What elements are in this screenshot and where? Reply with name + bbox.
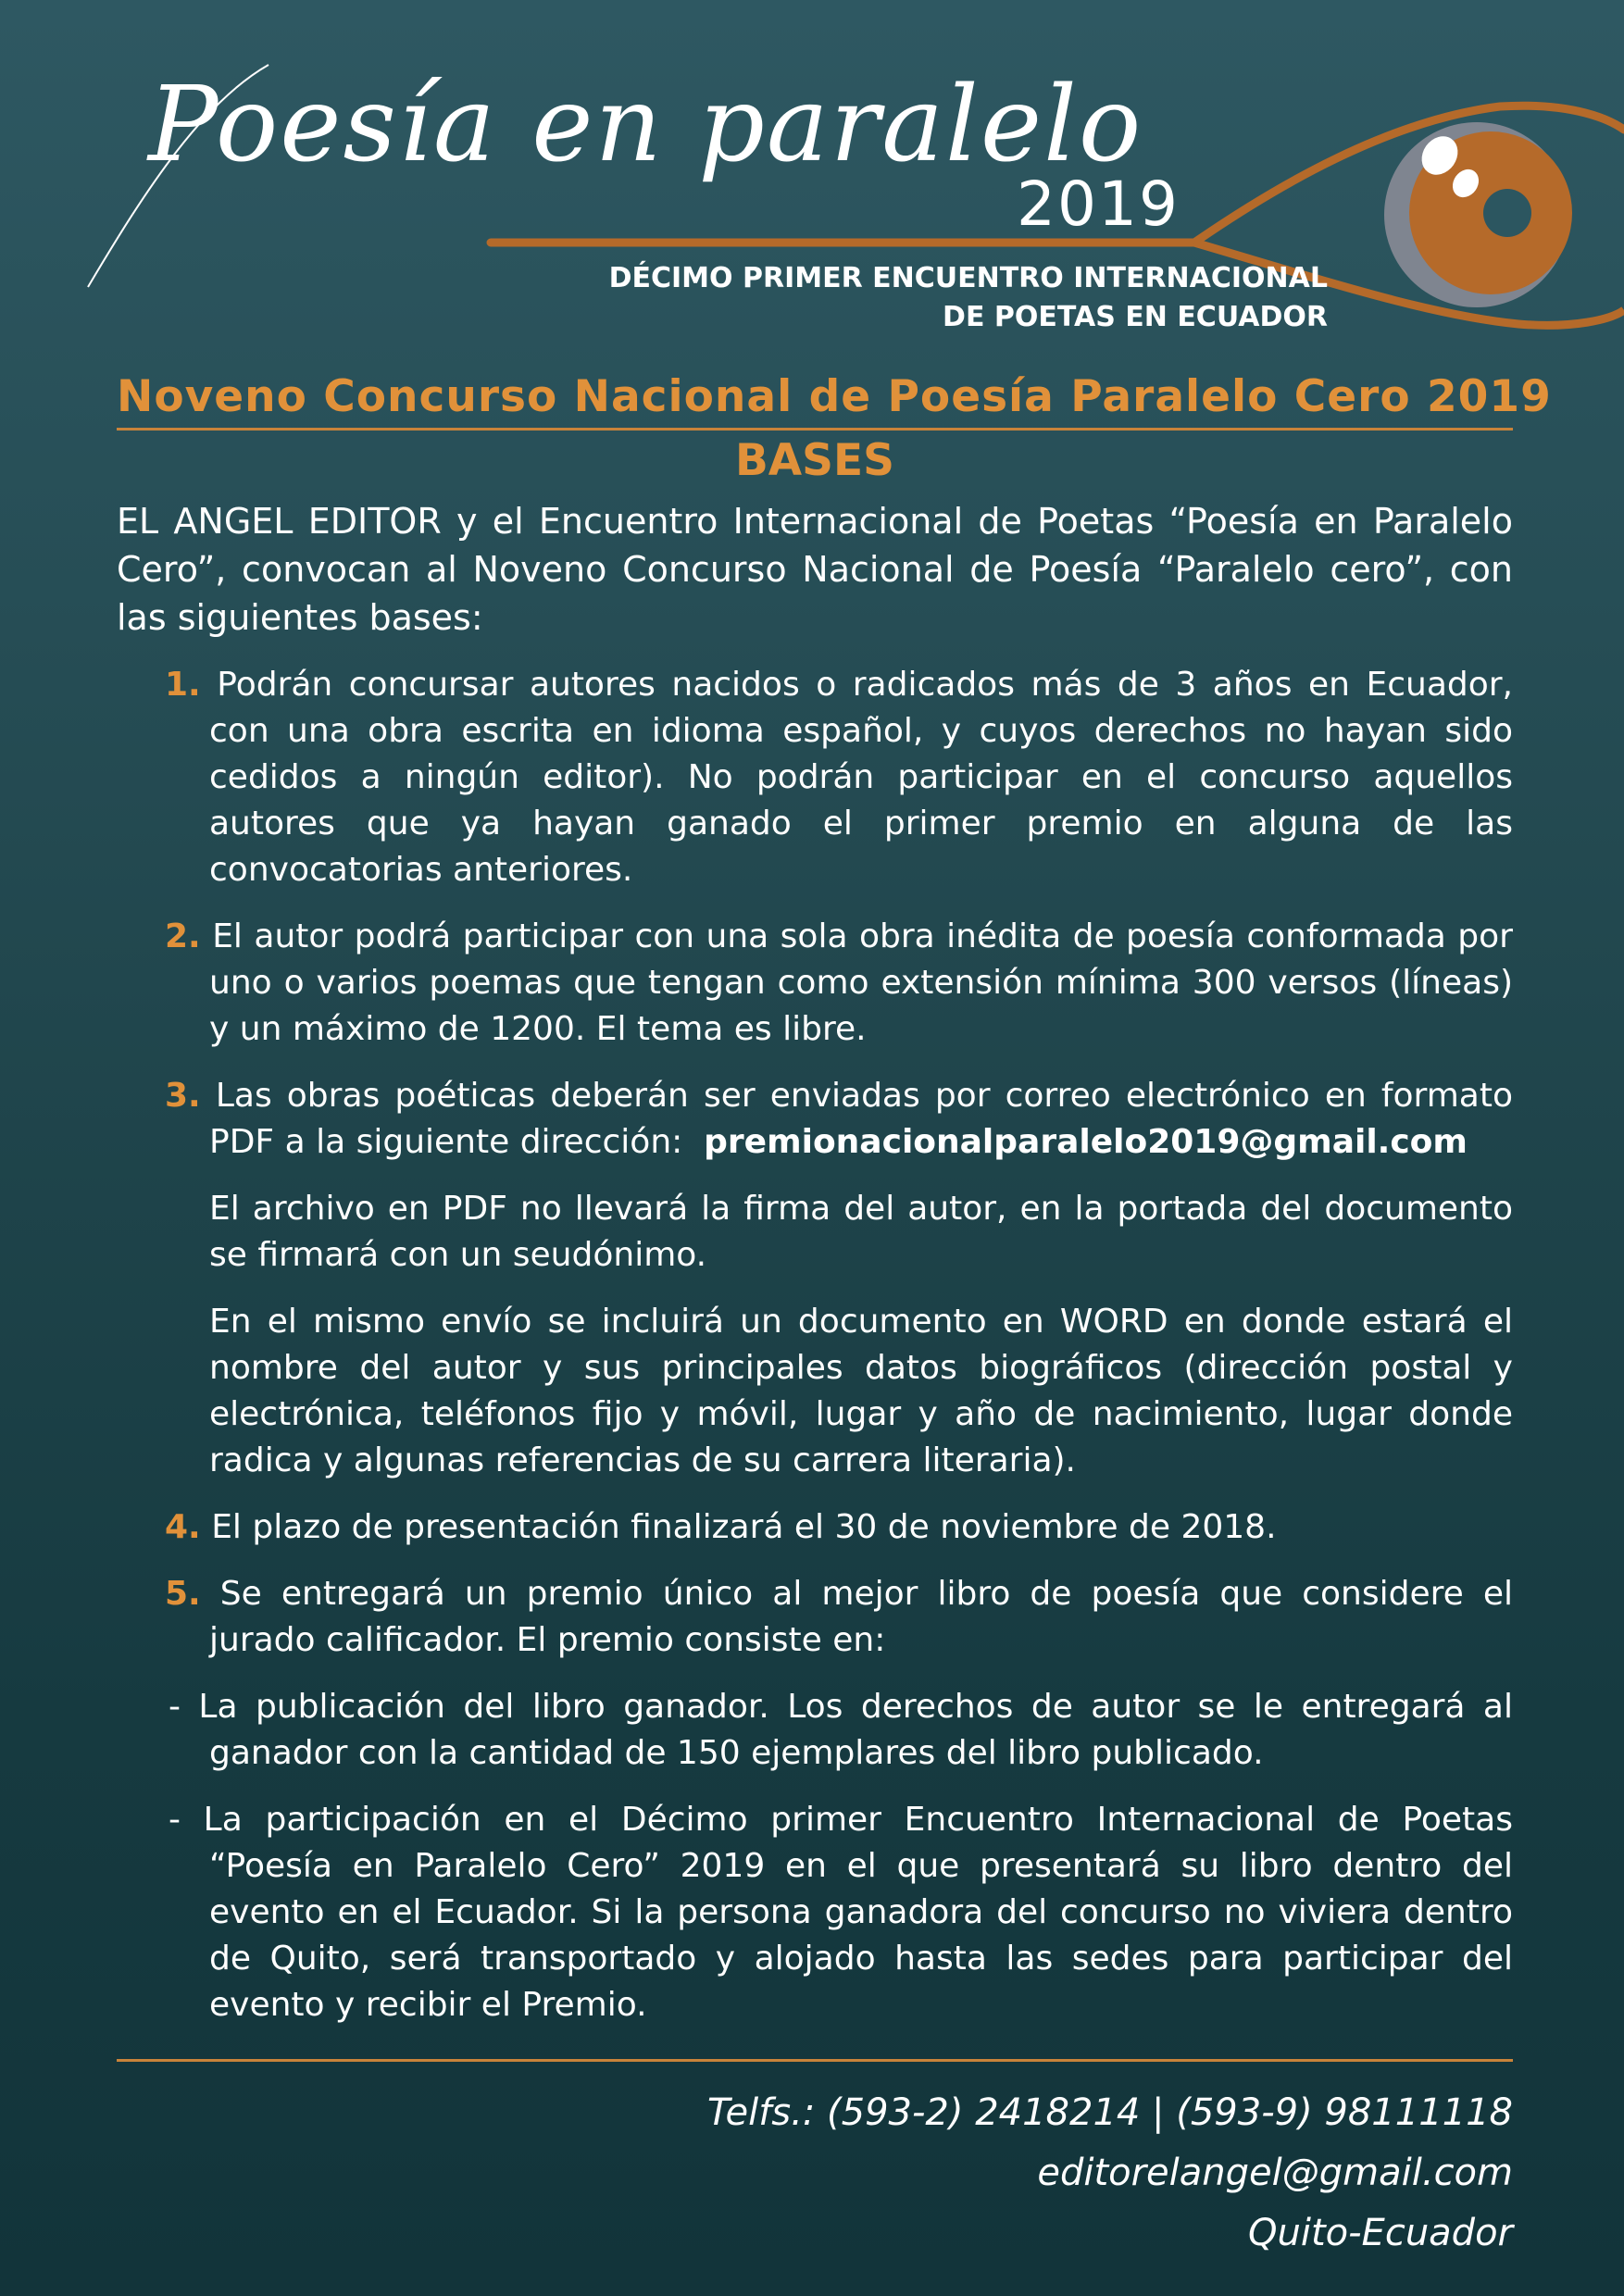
event-name [609,259,1328,337]
footer-city: Quito-Ecuador [1248,2212,1513,2254]
page-subtitle: BASES [734,435,894,486]
intro-text: EL ANGEL EDITOR y el Encuentro Internacional de Poetas “Poesía en Paralelo Cero”, convocan al Noveno Concurso Nacional de Poesía “Paralelo cero”, con las siguientes bases: [117,501,1513,638]
item-number: 1. [165,666,201,704]
item-number: 2. [165,917,201,955]
event-line-1: DÉCIMO PRIMER ENCUENTRO INTERNACIONAL [608,262,1328,294]
pupil [1483,189,1531,237]
page-title: Noveno Concurso Nacional de Poesía Paralelo Cero 2019 [117,370,1513,430]
item-text: El plazo de presentación finalizará el 30 de noviembre de 2018. [211,1508,1277,1546]
item-text: El autor podrá participar con una sola obra inédita de poesía conformada por uno o varios poemas que tengan como extensión mínima 300 versos (líneas) y un máximo de 1200. El tema es libre. [209,917,1513,1048]
base-item-2 [117,914,1513,1053]
event-line-2: DE POETAS EN ECUADOR [943,301,1328,333]
logo-script: Poesía en paralelo [148,65,1143,185]
year: 2019 [1017,168,1180,240]
item-number: 3. [165,1077,201,1115]
footer-divider [117,2059,1513,2062]
footer-phones: Telfs.: (593-2) 2418214 | (593-9) 98111118 [707,2091,1513,2134]
base-item-3-para-1: El archivo en PDF no llevará la firma del autor, en la portada del documento se firmará con un seudónimo. [209,1190,1513,1274]
prize-item-2: - La participación en el Décimo primer Encuentro Internacional de Poetas “Poesía en Paralelo Cero” 2019 en el que presentará su libro dentro del evento en el Ecuador. Si la persona ganadora del concurso no viviera dentro de Quito, será transportado y alojado hasta las sedes para participar del evento y recibir el Premio. [169,1801,1513,2024]
item-number: 5. [165,1575,201,1613]
item-text: Se entregará un premio único al mejor libro de poesía que considere el jurado calificador. El premio consiste en: [209,1575,1513,1659]
base-item-4 [117,1504,1513,1551]
item-text: Podrán concursar autores nacidos o radicados más de 3 años en Ecuador, con una obra escrita en idioma español, y cuyos derechos no hayan sido cedidos a ningún editor). No podrán participar en el concurso aquellos autores que ya hayan ganado el primer premio en alguna de las convocatorias anteriores. [209,666,1513,889]
submission-email[interactable]: premionacionalparalelo2019@gmail.com [704,1123,1468,1161]
bases-list [117,662,1513,2028]
prize-item-1: - La publicación del libro ganador. Los derechos de autor se le entregará al ganador con la cantidad de 150 ejemplares del libro publicado. [169,1688,1513,1772]
content [117,370,1552,2049]
base-item-3-para-2: En el mismo envío se incluirá un documento en WORD en donde estará el nombre del autor y sus principales datos biográficos (dirección postal y electrónica, teléfonos fijo y móvil, lugar y año de nacimiento, lugar donde radica y algunas referencias de su carrera literaria). [209,1303,1513,1479]
item-text: Las obras poéticas deberán ser enviadas por correo electrónico en formato PDF a la siguiente dirección: [209,1077,1513,1161]
item-number: 4. [165,1508,201,1546]
header [0,0,1624,352]
base-item-1 [117,662,1513,893]
base-item-5 [117,1571,1513,1664]
footer-email[interactable]: editorelangel@gmail.com [1037,2152,1513,2194]
footer [707,2083,1513,2264]
base-item-3 [117,1073,1513,1166]
